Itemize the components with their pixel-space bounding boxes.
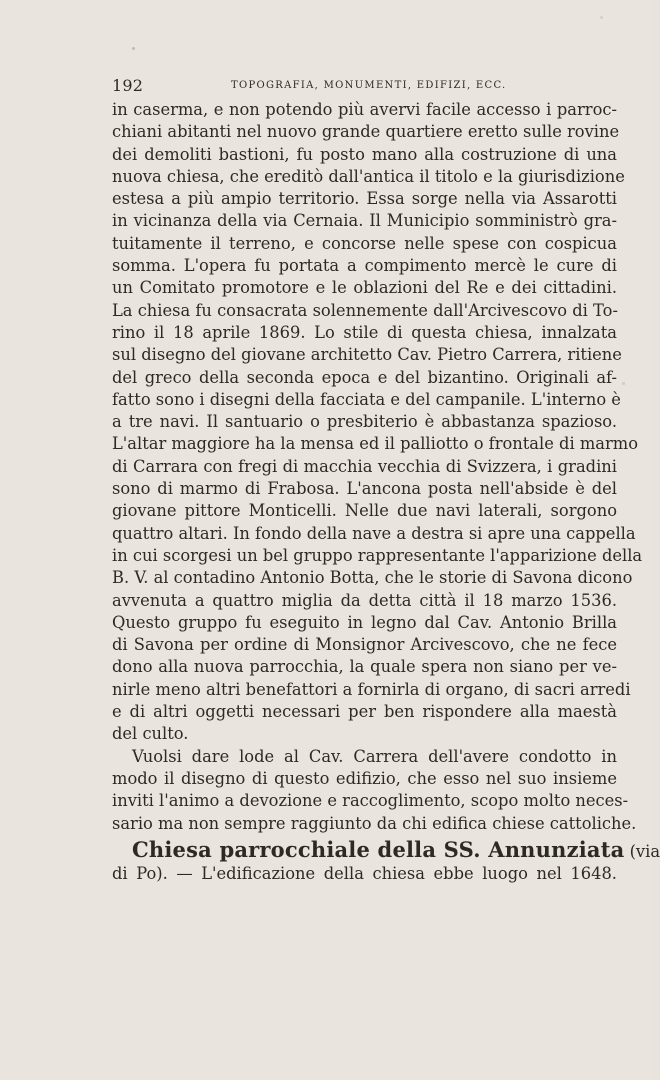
text-line: sono di marmo di Frabosa. L'ancona posta nell'abside è del bbox=[112, 479, 617, 499]
main-text-block bbox=[112, 99, 660, 885]
text-line: chiani abitanti nel nuovo grande quartiere eretto sulle rovine bbox=[112, 122, 620, 142]
page-header bbox=[112, 76, 617, 98]
section-heading-line bbox=[112, 836, 660, 863]
section-heading-suffix: (via bbox=[624, 841, 660, 861]
text-line: e di altri oggetti necessari per ben rispondere alla maestà bbox=[112, 702, 617, 722]
text-line: modo il disegno di questo edifizio, che esso nel suo insieme bbox=[112, 768, 617, 788]
text-line: tuitamente il terreno, e concorse nelle spese con cospicua bbox=[112, 233, 617, 253]
text-line: fatto sono i disegni della facciata e del campanile. L'interno è bbox=[112, 389, 621, 409]
text-line: avvenuta a quattro miglia da detta città il 18 marzo 1536. bbox=[112, 590, 617, 610]
text-line: giovane pittore Monticelli. Nelle due navi laterali, sorgono bbox=[112, 501, 617, 521]
text-line: L'altar maggiore ha la mensa ed il palliotto o frontale di marmo bbox=[112, 434, 639, 454]
text-line: in caserma, e non potendo più avervi facile accesso i parroc- bbox=[112, 100, 617, 119]
paper-speck bbox=[600, 16, 603, 19]
text-line: dono alla nuova parrocchia, la quale spera non siano per ve- bbox=[112, 657, 617, 677]
section-heading-title: Chiesa parrocchiale della SS. Annunziata bbox=[132, 836, 625, 862]
text-line: La chiesa fu consacrata solennemente dall'Arcivescovo di To- bbox=[112, 300, 618, 320]
paper-speck bbox=[132, 47, 135, 50]
text-line-paragraph-end: del culto. bbox=[112, 724, 189, 744]
text-line: rino il 18 aprile 1869. Lo stile di questa chiesa, innalzata bbox=[112, 322, 617, 342]
text-line: nirle meno altri benefattori a fornirla di organo, di sacri arredi bbox=[112, 679, 631, 699]
text-line: di Carrara con fregi di macchia vecchia di Svizzera, i gradini bbox=[112, 456, 617, 476]
text-line: inviti l'animo a devozione e raccoglimento, scopo molto neces- bbox=[112, 791, 629, 811]
text-line: sul disegno del giovane architetto Cav. Pietro Carrera, ritiene bbox=[112, 345, 622, 365]
text-line: un Comitato promotore e le oblazioni del Re e dei cittadini. bbox=[112, 278, 617, 298]
text-line: di Savona per ordine di Monsignor Arcivescovo, che ne fece bbox=[112, 635, 617, 655]
text-line: a tre navi. Il santuario o presbiterio è abbastanza spazioso. bbox=[112, 412, 617, 432]
text-line: B. V. al contadino Antonio Botta, che le storie di Savona dicono bbox=[112, 568, 633, 588]
text-line: dei demoliti bastioni, fu posto mano alla costruzione di una bbox=[112, 144, 617, 164]
text-line: in cui scorgesi un bel gruppo rappresentante l'apparizione della bbox=[112, 545, 643, 565]
paper-speck bbox=[622, 382, 625, 385]
text-line: in vicinanza della via Cernaia. Il Municipio somministrò gra- bbox=[112, 211, 617, 231]
text-line: Questo gruppo fu eseguito in legno dal Cav. Antonio Brilla bbox=[112, 612, 617, 632]
text-line: nuova chiesa, che ereditò dall'antica il titolo e la giurisdizione bbox=[112, 166, 625, 186]
text-line: somma. L'opera fu portata a compimento mercè le cure di bbox=[112, 256, 617, 276]
page-number: 192 bbox=[112, 76, 144, 95]
running-title: TOPOGRAFIA, MONUMENTI, EDIFIZI, ECC. bbox=[231, 80, 507, 91]
text-line-paragraph-start: Vuolsi dare lode al Cav. Carrera dell'avere condotto in bbox=[132, 746, 617, 766]
text-line: del greco della seconda epoca e del bizantino. Originali af- bbox=[112, 367, 617, 387]
text-line: estesa a più ampio territorio. Essa sorge nella via Assarotti bbox=[112, 189, 617, 209]
text-line: sario ma non sempre raggiunto da chi edifica chiese cattoliche. bbox=[112, 813, 637, 833]
closing-text-line: di Po). — L'edificazione della chiesa ebbe luogo nel 1648. bbox=[112, 863, 617, 883]
text-line: quattro altari. In fondo della nave a destra si apre una cappella bbox=[112, 523, 636, 543]
